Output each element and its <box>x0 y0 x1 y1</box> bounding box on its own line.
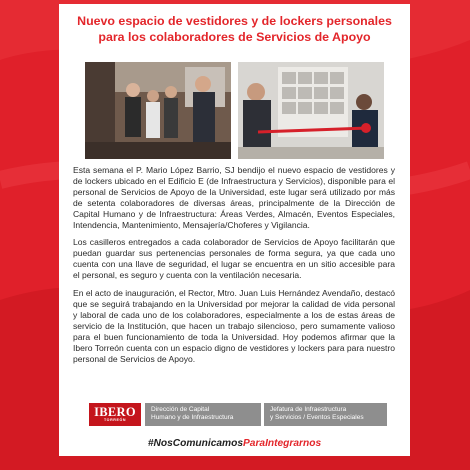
paragraph-3: En el acto de inauguración, el Rector, Mtro. Juan Luis Hernández Avendaño, destacó que se seguirá trabajando en la Universidad por mejorar la calidad de vida personal y laboral de cada uno de los colaboradores, especialmente a los de estas áreas de servicio de la Institución, que hacen un trabajo silencioso, pero sumamente valioso para el buen funcionamiento de toda la Universidad. Hoy podemos afirmar que la Ibero Torreón cuenta con un espacio digno de vestidores y lockers para para nuestro personal de Servicios de Apoyo. <box>73 288 395 364</box>
title-line-2: para los colaboradores de Servicios de Apoyo <box>98 30 371 44</box>
news-card <box>59 4 410 456</box>
footer-logos <box>89 403 387 426</box>
paragraph-2: Los casilleros entregados a cada colaborador de Servicios de Apoyo facilitarán que puedan guardar sus pertenencias personales de forma segura, ya que cada uno cuenta con una llave de seguridad, el lugar se encuentra en un sitio accesible para el personal, es seguro y cuenta con la ventilación necesaria. <box>73 237 395 281</box>
ibero-torreon-logo: IBERO TORREÓN <box>89 403 141 426</box>
page-title <box>69 13 400 45</box>
photo-blessing-ceremony <box>85 62 231 159</box>
photo-gallery <box>85 62 384 159</box>
dept-capital-humano: Dirección de Capital Humano y de Infraestructura <box>145 403 261 426</box>
title-line-1: Nuevo espacio de vestidores y de lockers personales <box>77 14 392 28</box>
dept-jefatura-infraestructura: Jefatura de Infraestructura y Servicios / Eventos Especiales <box>264 403 387 426</box>
paragraph-1: Esta semana el P. Mario López Barrio, SJ bendijo el nuevo espacio de vestidores y de lockers ubicado en el Edificio E (de Infraestructura y Servicios), disponible para el personal de Servicios de Apoyo de la Universidad, este lugar será utilizado por más de setenta colaboradores de diversas áreas, principalmente de la Dirección de Capital Humano y de Infraestructura: Áreas Verdes, Almacén, Eventos Especiales, Intendencia, Mantenimiento, Mensajería/Choferes y Vigilancia. <box>73 165 395 230</box>
campaign-hashtag: #NosComunicamosParaIntegrarnos <box>147 438 322 449</box>
photo-ribbon-cutting <box>238 62 384 159</box>
article-body <box>73 165 395 371</box>
